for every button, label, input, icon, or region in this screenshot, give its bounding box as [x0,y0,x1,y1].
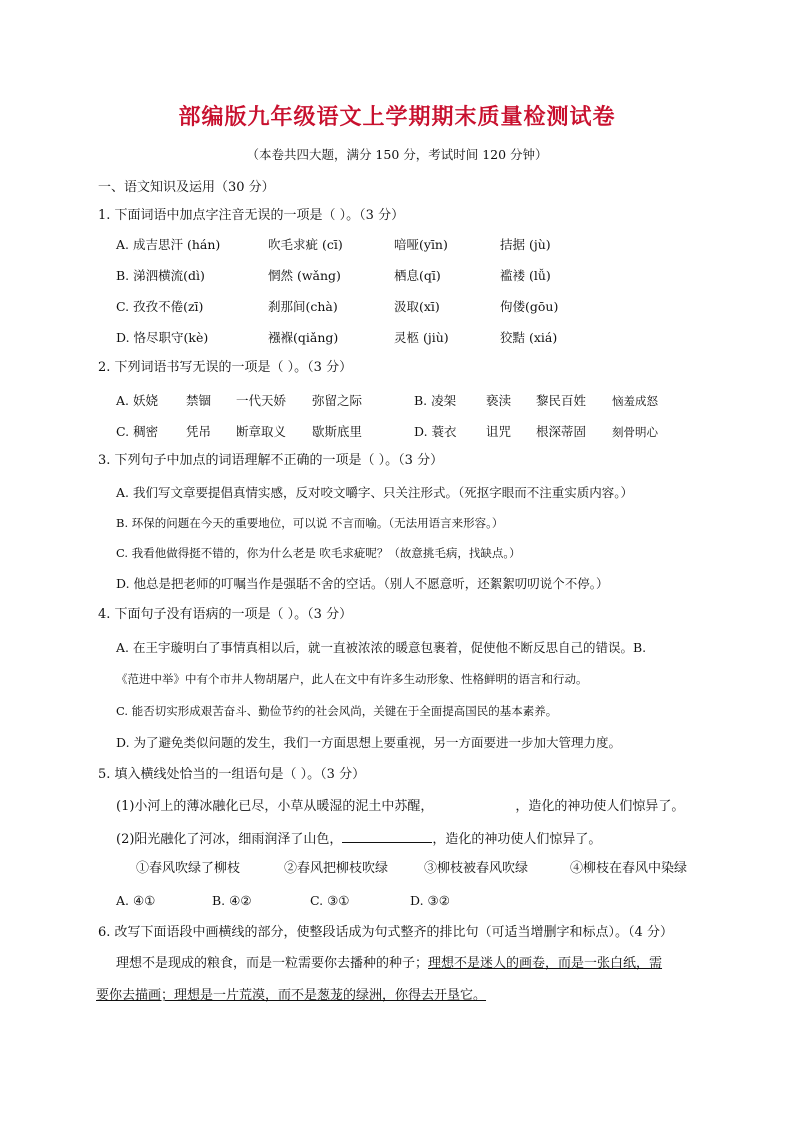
question-3-stem: 3. 下列句子中加点的词语理解不正确的一项是（ ）。（3 分） [98,453,444,468]
q6-passage-line-1 [116,956,662,972]
q5-sentence-1-start: (1)小河上的薄冰融化已尽，小草从暖湿的泥土中苏醒， [116,799,434,814]
q2-b-3: 黎民百姓 [536,393,587,408]
q6-underlined-part-1: 理想不是迷人的画卷，而是一张白纸，需 [428,956,663,971]
q4-option-c: C. 能否切实形成艰苦奋斗、勤俭节约的社会风尚，关键在于全面提高国民的基本素养。 [116,704,558,718]
q2-d-2: 诅咒 [486,424,512,439]
q3-option-c: C. 我看他做得挺不错的，你为什么老是 吹毛求疵呢？（故意挑毛病，找缺点。） [116,546,521,560]
question-4-stem: 4. 下面句子没有语病的一项是（ ）。（3 分） [98,607,353,622]
q6-underlined-part-2: 要你去描画；理想是一片荒漠，而不是葱茏的绿洲，你得去开垦它。 [96,988,487,1003]
q5-choice-3: ③柳枝被春风吹绿 [424,861,529,876]
q5-choice-1: ①春风吹绿了柳枝 [136,861,241,876]
q5-sentence-1-end: ，造化的神功使人们惊异了。 [515,799,685,814]
q5-answer-a: A. ④① [116,893,156,908]
q1-a-1: A. 成吉思汗 (hán) [116,237,221,252]
q1-c-1: C. 孜孜不倦(zī) [116,299,204,314]
q5-sentence-2 [116,830,601,848]
question-5-stem: 5. 填入横线处恰当的一组语句是（ ）。（3 分） [98,767,366,782]
q1-a-3: 喑哑(yīn) [394,237,448,252]
q1-a-2: 吹毛求疵 (cī) [268,237,343,252]
q3-option-b: B. 环保的问题在今天的重要地位，可以说 不言而喻。（无法用语言来形容。） [116,516,504,530]
q5-sentence-2-start: (2)阳光融化了河冰，细雨润泽了山色， [116,832,343,847]
question-1-stem: 1. 下面词语中加点字注音无误的一项是（ ）。（3 分） [98,208,405,223]
q2-d-4: 刻骨明心 [612,425,658,439]
q1-c-3: 汲取(xī) [394,299,440,314]
q5-sentence-2-end: ，造化的神功使人们惊异了。 [432,832,602,847]
q2-a-3: 一代天娇 [236,393,287,408]
q6-passage-plain: 理想不是现成的粮食，而是一粒需要你去播种的种子； [116,956,429,971]
q1-b-1: B. 涕泗横流(dì) [116,268,205,283]
q5-choice-2: ②春风把柳枝吹绿 [284,861,389,876]
q2-c-3: 断章取义 [236,424,287,439]
q2-c-1: C. 稠密 [116,424,159,439]
q2-b-1: B. 凌架 [414,393,457,408]
q4-option-d: D. 为了避免类似问题的发生，我们一方面思想上要重视，另一方面要进一步加大管理力度。 [116,735,622,750]
exam-subtitle: （本卷共四大题，满分 150 分，考试时间 120 分钟） [246,147,548,162]
q2-a-4: 弥留之际 [312,393,363,408]
q1-d-4: 狡黠 (xiá) [500,330,558,345]
q5-answer-b: B. ④② [212,893,252,908]
q1-d-1: D. 恪尽职守(kè) [116,330,209,345]
q1-c-4: 佝偻(gōu) [500,299,559,314]
question-6-stem: 6. 改写下面语段中画横线的部分，使整段话成为句式整齐的排比句（可适当增删字和标点）。（4 分） [98,925,673,940]
q2-c-4: 歇斯底里 [312,424,363,439]
section-heading: 一、语文知识及运用（30 分） [98,180,275,195]
q5-answer-d: D. ③② [410,893,450,908]
q2-b-2: 亵渎 [486,393,512,408]
q3-option-d: D. 他总是把老师的叮嘱当作是强聒不舍的空话。（别人不愿意听，还絮絮叨叨说个不停。） [116,576,609,591]
q1-d-3: 灵柩 (jiù) [394,330,449,345]
q5-answer-c: C. ③① [310,893,350,908]
q2-a-1: A. 妖娆 [116,393,158,408]
q2-b-4: 恼羞成怒 [612,394,658,408]
q1-c-2: 刹那间(chà) [268,299,338,314]
question-2-stem: 2. 下列词语书写无误的一项是（ ）。（3 分） [98,360,353,375]
q2-a-2: 禁锢 [186,393,212,408]
q2-d-3: 根深蒂固 [536,424,587,439]
q2-c-2: 凭吊 [186,424,212,439]
q6-passage-line-2 [96,988,486,1004]
q4-option-b: 《范进中举》中有个市井人物胡屠户，此人在文中有许多生动形象、性格鲜明的语言和行动。 [116,672,588,686]
q5-sentence-1 [116,799,684,815]
page-title: 部编版九年级语文上学期期末质量检测试卷 [178,105,616,130]
q4-option-a: A. 在王宇璇明白了事情真相以后，就一直被浓浓的暖意包裹着，促使他不断反思自己的错误。B. [116,640,647,655]
fill-blank[interactable] [342,830,432,843]
q1-a-4: 拮据 (jù) [500,237,551,252]
q1-d-2: 襁褓(qiǎng) [268,330,339,345]
q1-b-2: 惘然 (wǎng) [268,268,341,283]
q2-d-1: D. 蓑衣 [414,424,457,439]
q3-option-a: A. 我们写文章要提倡真情实感，反对咬文嚼字、只关注形式。（死抠字眼而不注重实质内容。） [116,485,633,500]
q5-choice-4: ④柳枝在春风中染绿 [570,861,688,876]
q1-b-3: 栖息(qī) [394,268,441,283]
q1-b-4: 褴褛 (lǚ) [500,268,551,283]
